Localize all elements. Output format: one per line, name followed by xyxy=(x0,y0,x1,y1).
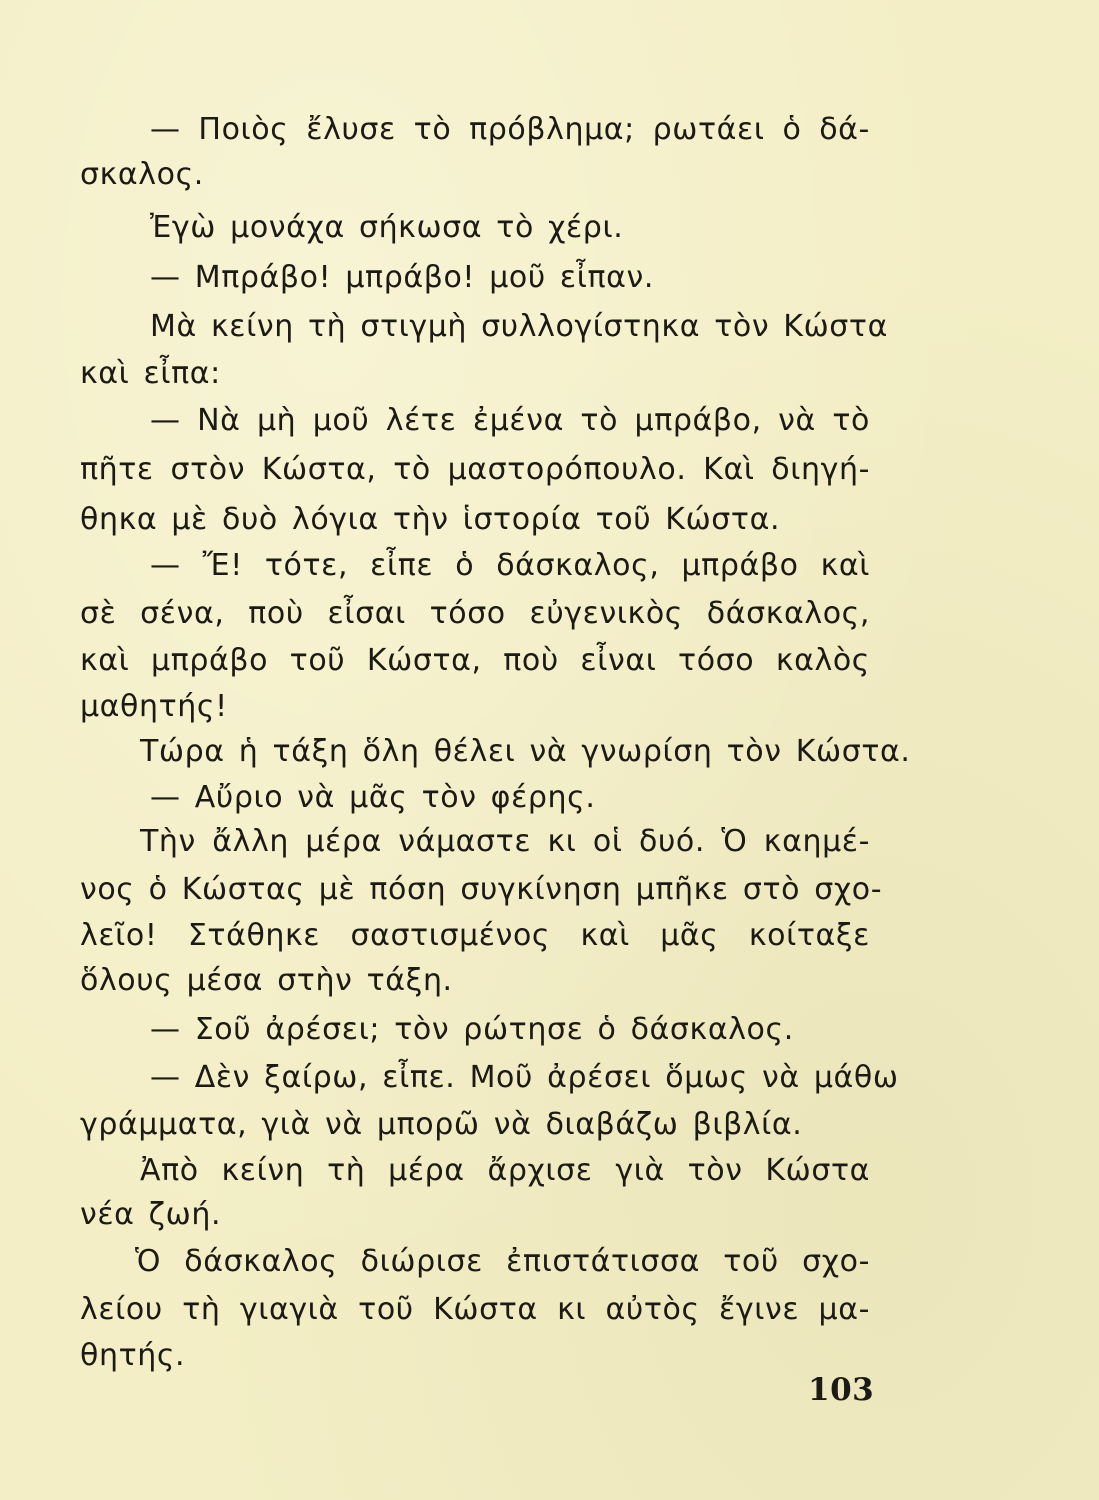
text-line: — Αὔριο νὰ μᾶς τὸν φέρης. xyxy=(150,780,596,815)
text-line: σὲ σένα, ποὺ εἶσαι τόσο εὐγενικὸς δάσκαλος, xyxy=(80,596,870,631)
text-line: λεῖο! Στάθηκε σαστισμένος καὶ μᾶς κοίταξε xyxy=(80,918,870,953)
page-number: 103 xyxy=(808,1372,875,1408)
text-line: λείου τὴ γιαγιὰ τοῦ Κώστα κι αὐτὸς ἔγινε μα- xyxy=(80,1292,870,1327)
text-line: νέα ζωή. xyxy=(80,1197,222,1232)
text-line: ὅλους μέσα στὴν τάξη. xyxy=(80,963,453,998)
text-line: σκαλος. xyxy=(80,157,204,192)
text-line: πῆτε στὸν Κώστα, τὸ μαστορόπουλο. Καὶ διηγή- xyxy=(80,452,870,487)
text-line: μαθητής! xyxy=(80,689,228,724)
text-line: θητής. xyxy=(80,1338,186,1373)
text-line: καὶ εἶπα: xyxy=(80,356,221,391)
text-line: — Ποιὸς ἔλυσε τὸ πρόβλημα; ρωτάει ὁ δά- xyxy=(150,112,870,147)
text-line: — Δὲν ξαίρω, εἶπε. Μοῦ ἀρέσει ὅμως νὰ μάθω xyxy=(150,1060,899,1095)
text-line: θηκα μὲ δυὸ λόγια τὴν ἱστορία τοῦ Κώστα. xyxy=(80,502,781,537)
text-line: Τώρα ἡ τάξη ὅλη θέλει νὰ γνωρίση τὸν Κώστα. xyxy=(140,734,911,769)
text-line: Ὁ δάσκαλος διώρισε ἐπιστάτισσα τοῦ σχο- xyxy=(135,1244,870,1279)
text-line: — Ἔ! τότε, εἶπε ὁ δάσκαλος, μπράβο καὶ xyxy=(150,548,870,583)
text-line: — Μπράβο! μπράβο! μοῦ εἶπαν. xyxy=(150,260,655,295)
text-line: Ἀπὸ κείνη τὴ μέρα ἄρχισε γιὰ τὸν Κώστα xyxy=(140,1153,870,1188)
text-line: γράμματα, γιὰ νὰ μπορῶ νὰ διαβάζω βιβλία. xyxy=(80,1107,803,1142)
text-line: Μὰ κείνη τὴ στιγμὴ συλλογίστηκα τὸν Κώστα xyxy=(150,309,888,344)
text-line: Τὴν ἄλλη μέρα νάμαστε κι οἱ δυό. Ὁ καημέ- xyxy=(140,824,870,859)
text-line: — Σοῦ ἀρέσει; τὸν ρώτησε ὁ δάσκαλος. xyxy=(150,1012,794,1047)
text-line: — Νὰ μὴ μοῦ λέτε ἐμένα τὸ μπράβο, νὰ τὸ xyxy=(150,403,870,438)
text-line: καὶ μπράβο τοῦ Κώστα, ποὺ εἶναι τόσο καλὸς xyxy=(80,643,870,678)
text-line: Ἐγὼ μονάχα σήκωσα τὸ χέρι. xyxy=(150,210,624,245)
text-line: νος ὁ Κώστας μὲ πόση συγκίνηση μπῆκε στὸ σχο- xyxy=(80,872,883,907)
